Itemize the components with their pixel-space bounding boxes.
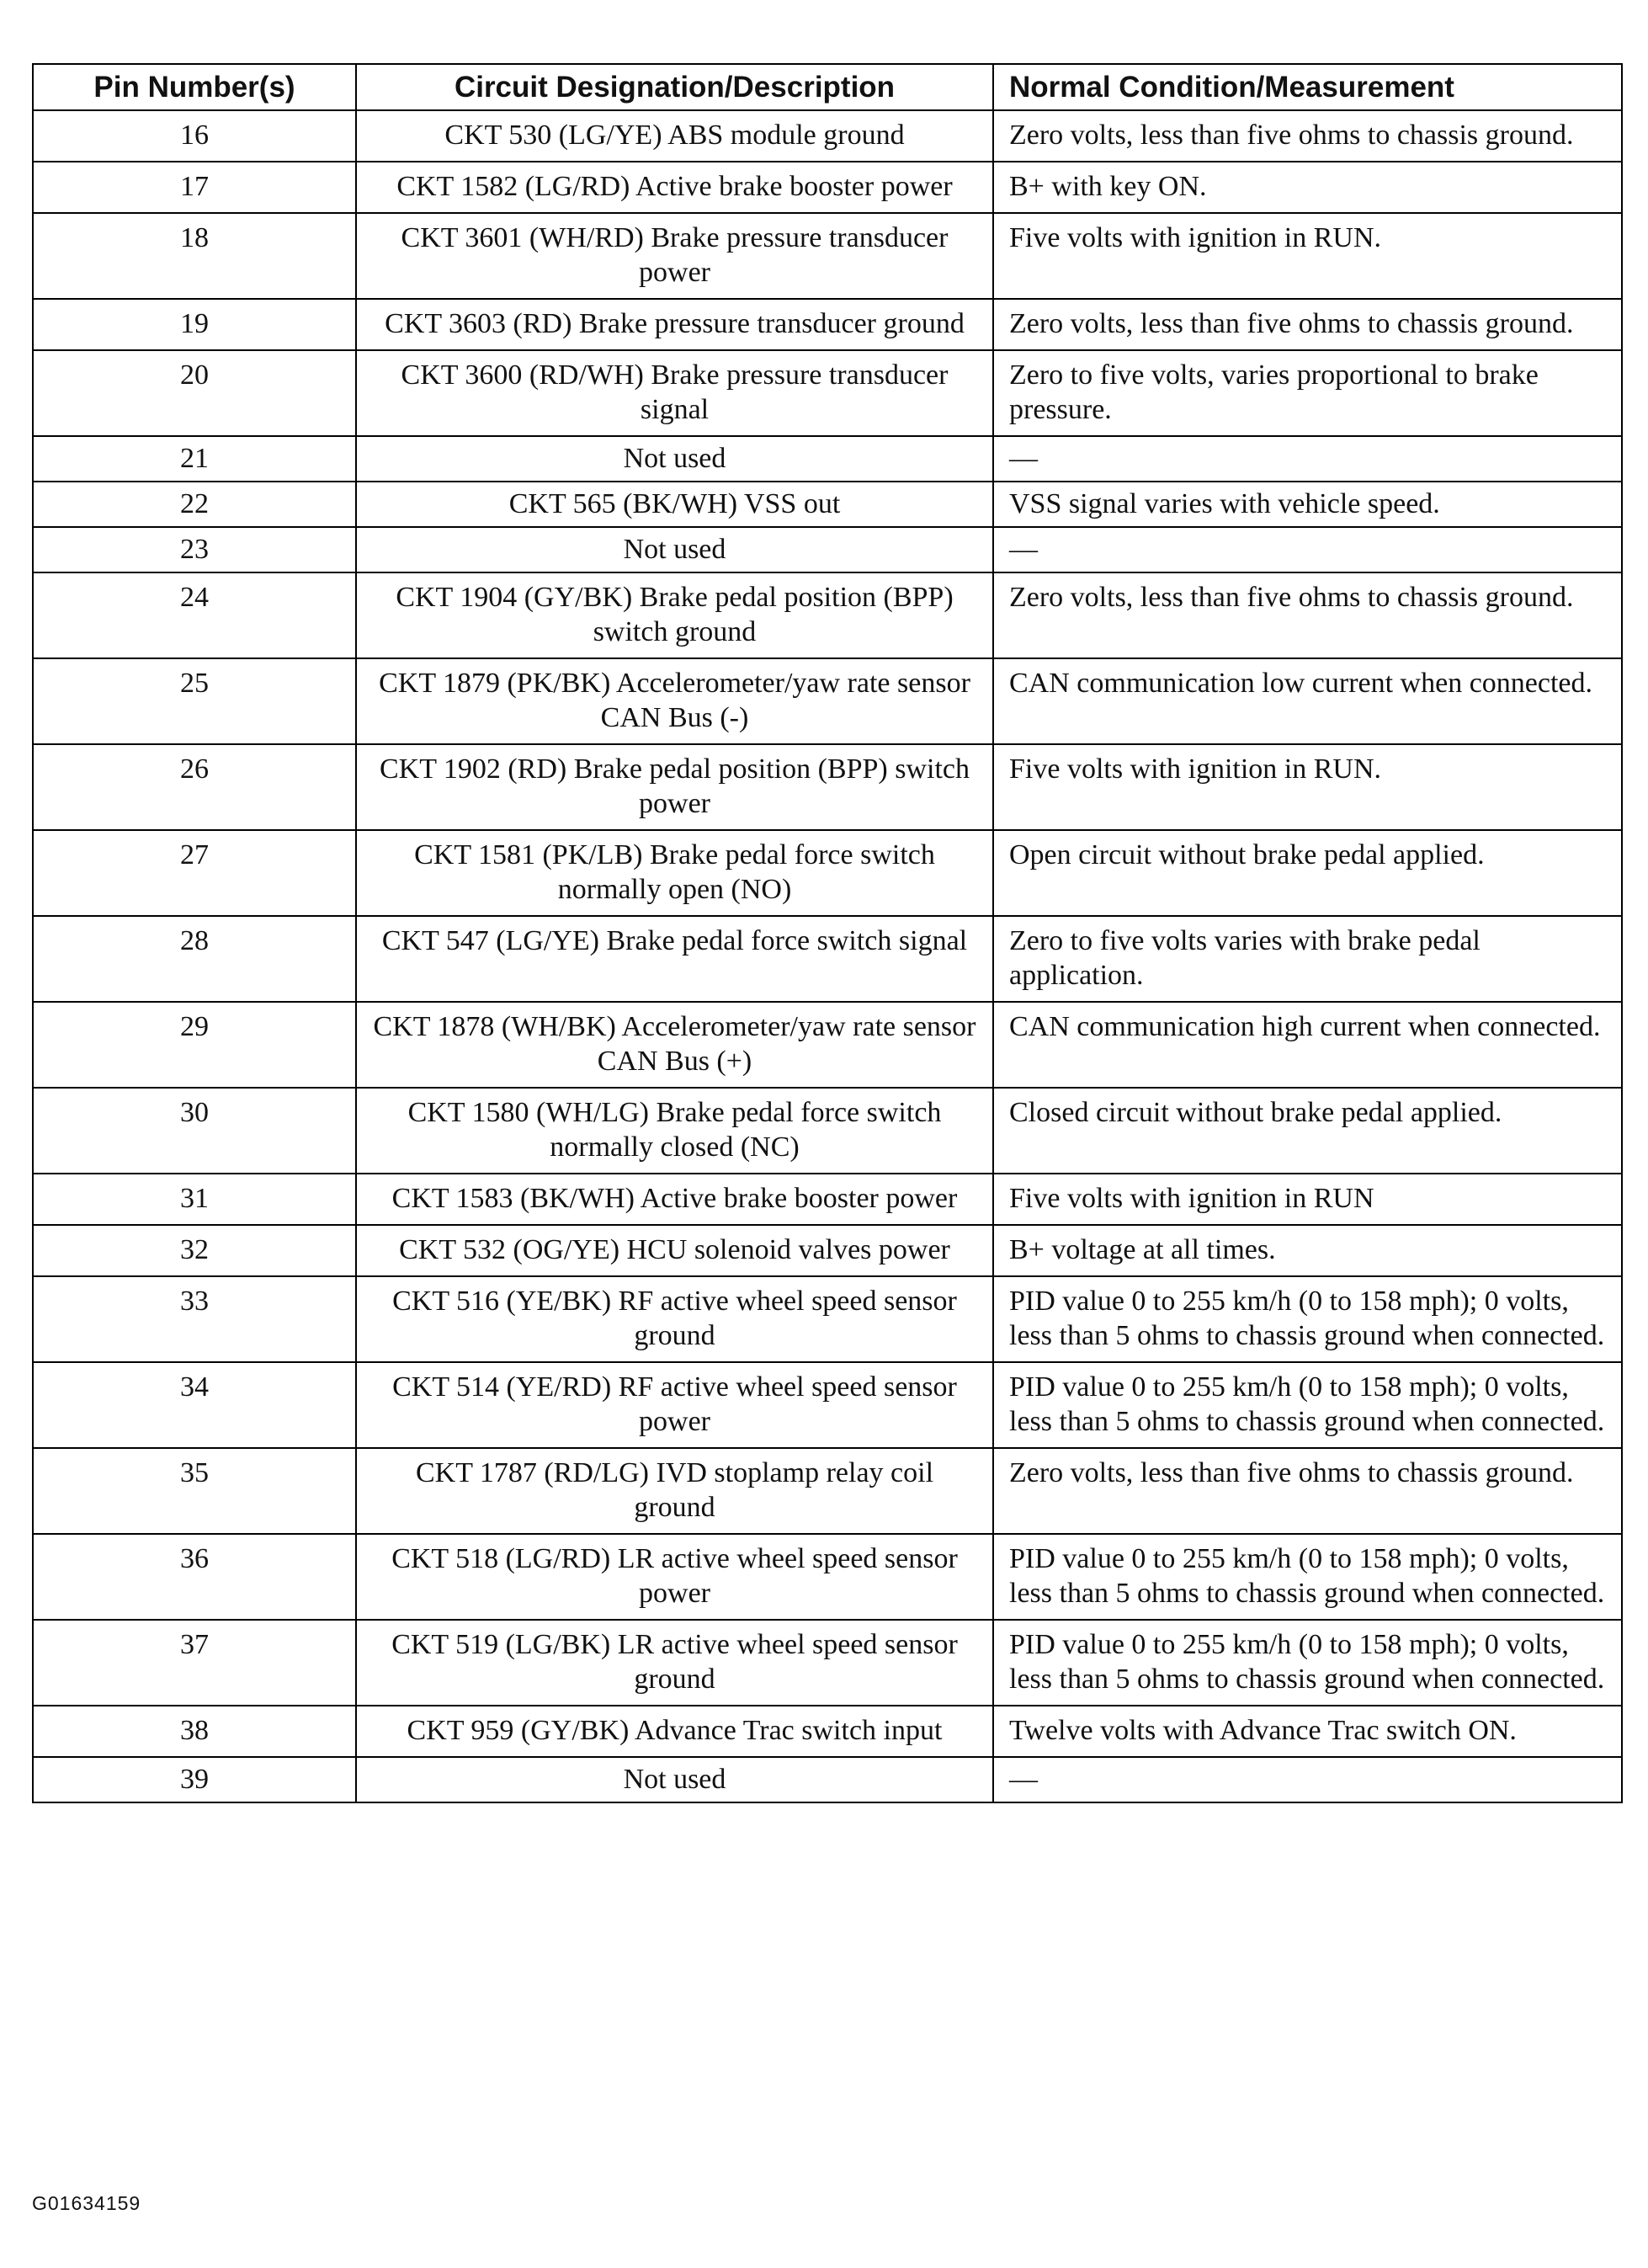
table-row: [33, 1620, 1622, 1706]
circuit-description-cell: CKT 547 (LG/YE) Brake pedal force switch signal: [356, 916, 993, 1002]
measurement-cell: Zero to five volts, varies proportional to brake pressure.: [993, 350, 1622, 436]
circuit-description-cell: CKT 565 (BK/WH) VSS out: [356, 482, 993, 527]
table-row: [33, 1757, 1622, 1802]
measurement-cell: Open circuit without brake pedal applied.: [993, 830, 1622, 916]
measurement-cell: CAN communication low current when connected.: [993, 658, 1622, 744]
pin-number-cell: 33: [33, 1276, 356, 1362]
circuit-description-cell: CKT 959 (GY/BK) Advance Trac switch input: [356, 1706, 993, 1757]
pin-number-cell: 24: [33, 572, 356, 658]
measurement-cell: PID value 0 to 255 km/h (0 to 158 mph); 0 volts, less than 5 ohms to chassis ground when connected.: [993, 1362, 1622, 1448]
measurement-cell: PID value 0 to 255 km/h (0 to 158 mph); 0 volts, less than 5 ohms to chassis ground when connected.: [993, 1276, 1622, 1362]
table-row: [33, 572, 1622, 658]
header-row: [33, 64, 1622, 110]
measurement-cell: B+ voltage at all times.: [993, 1225, 1622, 1276]
pin-number-cell: 25: [33, 658, 356, 744]
circuit-description-cell: CKT 3601 (WH/RD) Brake pressure transducer power: [356, 213, 993, 299]
measurement-cell: Zero volts, less than five ohms to chassis ground.: [993, 572, 1622, 658]
measurement-cell: Zero volts, less than five ohms to chassis ground.: [993, 1448, 1622, 1534]
table-row: [33, 830, 1622, 916]
pin-number-cell: 18: [33, 213, 356, 299]
table-row: [33, 658, 1622, 744]
circuit-description-cell: CKT 1787 (RD/LG) IVD stoplamp relay coil ground: [356, 1448, 993, 1534]
table-row: [33, 1174, 1622, 1225]
pin-number-cell: 21: [33, 436, 356, 482]
circuit-description-cell: CKT 518 (LG/RD) LR active wheel speed sensor power: [356, 1534, 993, 1620]
circuit-description-cell: CKT 1581 (PK/LB) Brake pedal force switch normally open (NO): [356, 830, 993, 916]
header-pin-numbers: Pin Number(s): [33, 64, 356, 110]
header-circuit-description: Circuit Designation/Description: [356, 64, 993, 110]
pin-number-cell: 20: [33, 350, 356, 436]
table-row: [33, 916, 1622, 1002]
pin-number-cell: 27: [33, 830, 356, 916]
circuit-description-cell: CKT 1879 (PK/BK) Accelerometer/yaw rate sensor CAN Bus (-): [356, 658, 993, 744]
pin-number-cell: 29: [33, 1002, 356, 1088]
pin-number-cell: 23: [33, 527, 356, 572]
circuit-description-cell: CKT 530 (LG/YE) ABS module ground: [356, 110, 993, 162]
pin-table: [32, 63, 1623, 1803]
pin-number-cell: 17: [33, 162, 356, 213]
measurement-cell: PID value 0 to 255 km/h (0 to 158 mph); 0 volts, less than 5 ohms to chassis ground when connected.: [993, 1534, 1622, 1620]
circuit-description-cell: CKT 3603 (RD) Brake pressure transducer ground: [356, 299, 993, 350]
table-row: [33, 1706, 1622, 1757]
table-row: [33, 1362, 1622, 1448]
pin-number-cell: 36: [33, 1534, 356, 1620]
measurement-cell: —: [993, 527, 1622, 572]
measurement-cell: VSS signal varies with vehicle speed.: [993, 482, 1622, 527]
pin-number-cell: 22: [33, 482, 356, 527]
circuit-description-cell: Not used: [356, 527, 993, 572]
table-row: [33, 350, 1622, 436]
measurement-cell: Zero volts, less than five ohms to chassis ground.: [993, 110, 1622, 162]
circuit-description-cell: CKT 1878 (WH/BK) Accelerometer/yaw rate sensor CAN Bus (+): [356, 1002, 993, 1088]
measurement-cell: PID value 0 to 255 km/h (0 to 158 mph); 0 volts, less than 5 ohms to chassis ground when connected.: [993, 1620, 1622, 1706]
circuit-description-cell: Not used: [356, 436, 993, 482]
pin-number-cell: 19: [33, 299, 356, 350]
measurement-cell: Five volts with ignition in RUN.: [993, 744, 1622, 830]
measurement-cell: Five volts with ignition in RUN.: [993, 213, 1622, 299]
table-row: [33, 110, 1622, 162]
circuit-description-cell: CKT 1902 (RD) Brake pedal position (BPP) switch power: [356, 744, 993, 830]
table-row: [33, 1088, 1622, 1174]
circuit-description-cell: CKT 514 (YE/RD) RF active wheel speed sensor power: [356, 1362, 993, 1448]
circuit-description-cell: Not used: [356, 1757, 993, 1802]
measurement-cell: B+ with key ON.: [993, 162, 1622, 213]
measurement-cell: Twelve volts with Advance Trac switch ON.: [993, 1706, 1622, 1757]
table-row: [33, 1225, 1622, 1276]
circuit-description-cell: CKT 1583 (BK/WH) Active brake booster power: [356, 1174, 993, 1225]
circuit-description-cell: CKT 1580 (WH/LG) Brake pedal force switch normally closed (NC): [356, 1088, 993, 1174]
table-header: [33, 64, 1622, 110]
pin-number-cell: 39: [33, 1757, 356, 1802]
measurement-cell: —: [993, 1757, 1622, 1802]
table-row: [33, 436, 1622, 482]
table-row: [33, 213, 1622, 299]
measurement-cell: —: [993, 436, 1622, 482]
table-row: [33, 299, 1622, 350]
measurement-cell: Zero volts, less than five ohms to chassis ground.: [993, 299, 1622, 350]
figure-id: G01634159: [32, 2192, 141, 2214]
table-row: [33, 1534, 1622, 1620]
circuit-description-cell: CKT 532 (OG/YE) HCU solenoid valves power: [356, 1225, 993, 1276]
pin-number-cell: 37: [33, 1620, 356, 1706]
pin-number-cell: 38: [33, 1706, 356, 1757]
pin-number-cell: 35: [33, 1448, 356, 1534]
circuit-description-cell: CKT 1582 (LG/RD) Active brake booster power: [356, 162, 993, 213]
pin-number-cell: 34: [33, 1362, 356, 1448]
measurement-cell: Closed circuit without brake pedal applied.: [993, 1088, 1622, 1174]
pin-number-cell: 28: [33, 916, 356, 1002]
pin-number-cell: 30: [33, 1088, 356, 1174]
table-row: [33, 1276, 1622, 1362]
pin-number-cell: 16: [33, 110, 356, 162]
circuit-description-cell: CKT 516 (YE/BK) RF active wheel speed sensor ground: [356, 1276, 993, 1362]
pin-number-cell: 31: [33, 1174, 356, 1225]
table-row: [33, 1002, 1622, 1088]
pin-number-cell: 32: [33, 1225, 356, 1276]
measurement-cell: Five volts with ignition in RUN: [993, 1174, 1622, 1225]
circuit-description-cell: CKT 3600 (RD/WH) Brake pressure transducer signal: [356, 350, 993, 436]
circuit-description-cell: CKT 519 (LG/BK) LR active wheel speed sensor ground: [356, 1620, 993, 1706]
pin-number-cell: 26: [33, 744, 356, 830]
header-normal-condition: Normal Condition/Measurement: [993, 64, 1622, 110]
table-body: [33, 110, 1622, 1802]
circuit-description-cell: CKT 1904 (GY/BK) Brake pedal position (BPP) switch ground: [356, 572, 993, 658]
measurement-cell: Zero to five volts varies with brake pedal application.: [993, 916, 1622, 1002]
table-row: [33, 482, 1622, 527]
table-row: [33, 1448, 1622, 1534]
table-row: [33, 162, 1622, 213]
measurement-cell: CAN communication high current when connected.: [993, 1002, 1622, 1088]
table-row: [33, 527, 1622, 572]
table-row: [33, 744, 1622, 830]
